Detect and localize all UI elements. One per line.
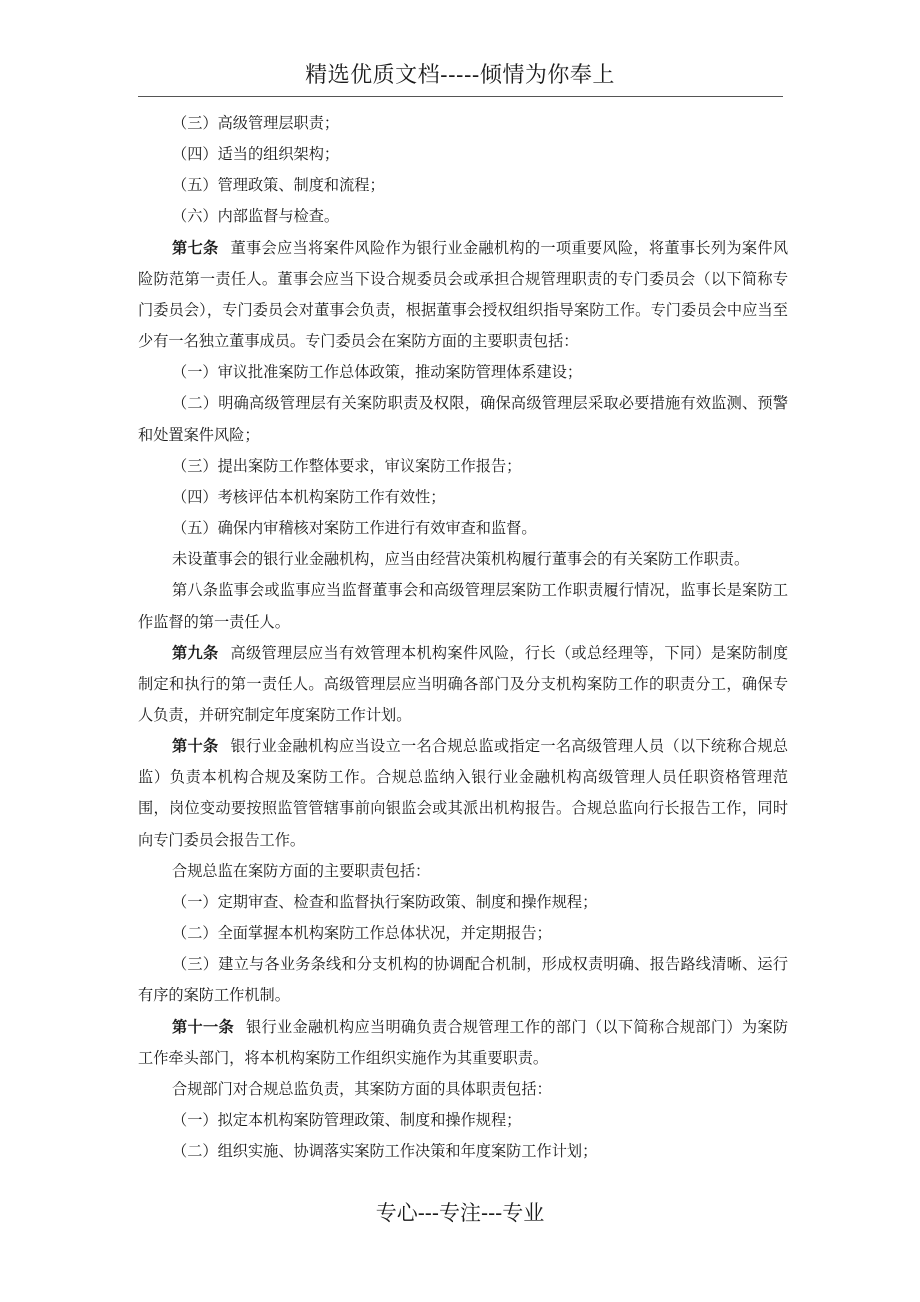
- paragraph: （二）明确高级管理层有关案防职责及权限，确保高级管理层采取必要措施有效监测、预警和处置案件风险；: [138, 394, 788, 444]
- article-11-paragraph: 第十一条 银行业金融机构应当明确负责合规管理工作的部门（以下简称合规部门）为案防工作牵头部门，将本机构案防工作组织实施作为其重要职责。: [138, 1017, 789, 1067]
- article-7-paragraph: 第七条 董事会应当将案件风险作为银行业金融机构的一项重要风险，将董事长列为案件风险防范第一责任人。董事会应当下设合规委员会或承担合规管理职责的专门委员会（以下简称专门委员会），专门委员会对董事会负责，根据董事会授权组织指导案防工作。专门委员会中应当至少有一名独立董事成员。专门委员会在案防方面的主要职责包括：: [138, 238, 789, 351]
- article-8-paragraph: 第八条监事会或监事应当监督董事会和高级管理层案防工作职责履行情况，监事长是案防工作监督的第一责任人。: [138, 581, 788, 631]
- article-9-paragraph: 第九条 高级管理层应当有效管理本机构案件风险，行长（或总经理等，下同）是案防制度制定和执行的第一责任人。高级管理层应当明确各部门及分支机构案防工作的职责分工，确保专人负责，并研究制定年度案防工作计划。: [138, 643, 789, 724]
- paragraph: （一）审议批准案防工作总体政策，推动案防管理体系建设；: [172, 363, 583, 382]
- header-divider: [138, 96, 783, 97]
- page-header: 精选优质文档-----倾情为你奉上: [305, 63, 615, 88]
- paragraph: 合规部门对合规总监负责，其案防方面的具体职责包括：: [172, 1079, 552, 1098]
- paragraph: （六）内部监督与检查。: [172, 207, 340, 226]
- paragraph: （四）考核评估本机构案防工作有效性；: [172, 487, 446, 506]
- page-footer: 专心---专注---专业: [375, 1201, 545, 1225]
- paragraph: （五）管理政策、制度和流程；: [172, 176, 385, 195]
- paragraph: （一）拟定本机构案防管理政策、制度和操作规程；: [172, 1111, 522, 1129]
- paragraph: （三）建立与各业务条线和分支机构的协调配合机制，形成权责明确、报告路线清晰、运行有序的案防工作机制。: [138, 955, 788, 1005]
- paragraph: （二）组织实施、协调落实案防工作决策和年度案防工作计划；: [172, 1142, 598, 1161]
- article-heading: 第七条: [172, 238, 219, 257]
- article-heading: 第十条: [172, 737, 219, 756]
- paragraph: （四）适当的组织架构；: [172, 145, 340, 164]
- paragraph: （五）确保内审稽核对案防工作进行有效审查和监督。: [172, 519, 537, 538]
- paragraph: 未设董事会的银行业金融机构，应当由经营决策机构履行董事会的有关案防工作职责。: [172, 550, 750, 569]
- article-heading: 第十一条: [172, 1017, 234, 1036]
- paragraph: （三）高级管理层职责；: [172, 114, 340, 132]
- article-10-paragraph: 第十条 银行业金融机构应当设立一名合规总监或指定一名高级管理人员（以下统称合规总监）负责本机构合规及案防工作。合规总监纳入银行业金融机构高级管理人员任职资格管理范围，岗位变动要按照监管管辖事前向银监会或其派出机构报告。合规总监向行长报告工作，同时向专门委员会报告工作。: [138, 737, 789, 849]
- article-heading: 第九条: [172, 643, 219, 662]
- document-body: [138, 108, 788, 1167]
- paragraph: 合规总监在案防方面的主要职责包括：: [172, 861, 431, 880]
- paragraph: （二）全面掌握本机构案防工作总体状况，并定期报告；: [172, 924, 552, 943]
- paragraph: （三）提出案防工作整体要求，审议案防工作报告；: [172, 456, 522, 475]
- paragraph: （一）定期审查、检查和监督执行案防政策、制度和操作规程；: [172, 892, 598, 911]
